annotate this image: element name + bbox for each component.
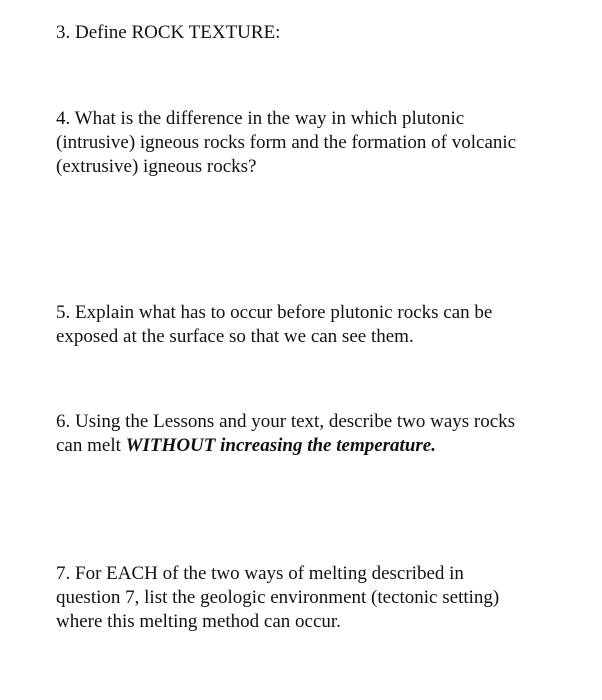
question-7-line-3: where this melting method can occur.	[56, 611, 341, 632]
question-6-emphasis: WITHOUT increasing the temperature.	[125, 435, 436, 456]
question-7-line-2: question 7, list the geologic environment (tectonic setting)	[56, 587, 500, 608]
question-5-line-1: 5. Explain what has to occur before plutonic rocks can be	[56, 302, 493, 323]
question-6-line-2-text: can melt	[56, 435, 126, 456]
question-3-line-1: 3. Define ROCK TEXTURE:	[56, 22, 281, 43]
question-7-line-1: 7. For EACH of the two ways of melting described in	[56, 563, 464, 584]
question-7	[56, 562, 556, 634]
question-3	[56, 21, 556, 45]
question-6-line-2	[56, 434, 556, 458]
question-4-line-1: 4. What is the difference in the way in which plutonic	[56, 108, 465, 129]
question-5	[56, 301, 556, 349]
question-5-line-2: exposed at the surface so that we can see them.	[56, 326, 414, 347]
question-4-line-2: (intrusive) igneous rocks form and the formation of volcanic	[56, 132, 517, 153]
question-6	[56, 410, 556, 458]
question-6-line-1: 6. Using the Lessons and your text, describe two ways rocks	[56, 411, 516, 432]
question-4	[56, 107, 556, 179]
question-4-line-3: (extrusive) igneous rocks?	[56, 156, 257, 177]
